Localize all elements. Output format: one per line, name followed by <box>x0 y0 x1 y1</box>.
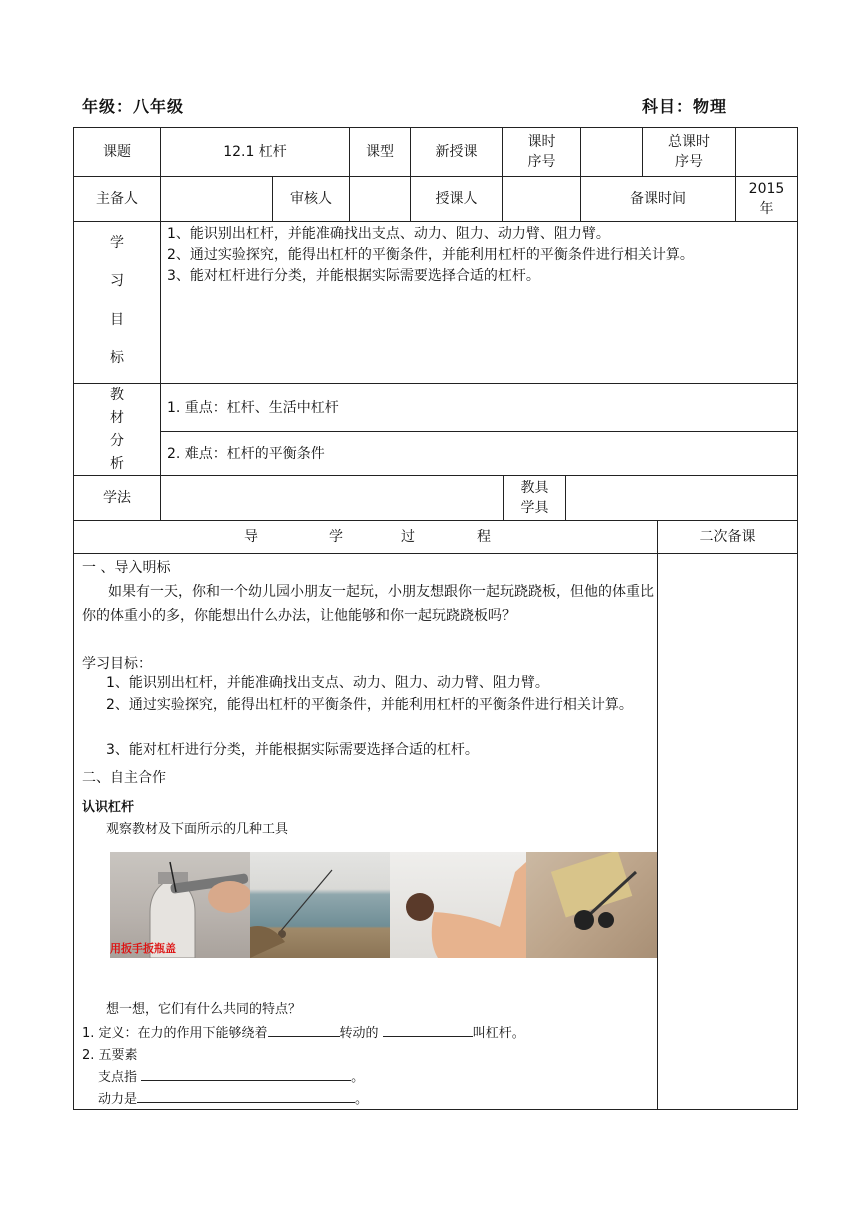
five-elements-heading: 2. 五要素 <box>82 1048 138 1063</box>
goals-label-1: 学 <box>110 235 124 252</box>
fulcrum-label: 支点指 <box>98 1070 138 1085</box>
definition-blank-1[interactable] <box>268 1022 340 1037</box>
goals-label-4: 标 <box>110 349 124 366</box>
fishing-photo <box>250 852 390 958</box>
process-title <box>74 521 657 553</box>
effort-line <box>98 1088 670 1112</box>
analysis-label-3: 分 <box>110 432 124 449</box>
topic-value: 12.1 杠杆 <box>223 144 287 160</box>
process-char: 程 <box>477 529 491 545</box>
section-intro-heading: 一 、导入明标 <box>82 560 171 576</box>
analysis-label <box>74 384 160 475</box>
fulcrum-line <box>98 1066 670 1090</box>
total-period-label <box>643 128 735 176</box>
total-period-value <box>736 128 797 176</box>
subject-label: 科目：物理 <box>642 97 728 116</box>
year-unit: 年 <box>759 201 774 217</box>
tools-label-line1: 教具 <box>520 480 549 496</box>
process-char: 学 <box>329 529 343 545</box>
analysis-label-4: 析 <box>110 455 124 472</box>
hand-truck-photo <box>526 852 657 958</box>
forearm-ball-icon <box>390 852 526 958</box>
date-label: 备课时间 <box>630 191 686 207</box>
period-label <box>503 128 580 176</box>
think-question: 想一想，它们有什么共同的特点？ <box>106 1002 302 1017</box>
definition-text-b: 转动的 <box>339 1026 379 1041</box>
goals-label <box>74 222 160 383</box>
fishing-rod-icon <box>250 852 390 958</box>
year-value <box>736 177 797 221</box>
review-value <box>350 177 410 221</box>
definition-line <box>82 1022 654 1046</box>
effort-label: 动力是 <box>98 1092 138 1107</box>
content-goal-2: 2、通过实验探究，能得出杠杆的平衡条件，并能利用杠杆的平衡条件进行相关计算。 <box>106 697 633 713</box>
lever-subheading: 认识杠杆 <box>82 800 135 815</box>
fulcrum-period: 。 <box>351 1070 365 1085</box>
definition-text-c: 叫杠杆。 <box>472 1026 525 1041</box>
review-label: 审核人 <box>290 191 332 207</box>
method-label: 学法 <box>103 490 131 506</box>
grade-label: 年级：八年级 <box>82 97 185 116</box>
topic-label: 课题 <box>103 144 131 160</box>
tools-label <box>504 476 565 520</box>
tools-label-line2: 学具 <box>520 500 549 516</box>
method-value <box>161 476 503 520</box>
definition-blank-2[interactable] <box>383 1022 473 1037</box>
tools-value <box>566 476 797 520</box>
fulcrum-blank[interactable] <box>141 1066 351 1081</box>
second-prep-label: 二次备课 <box>699 529 756 545</box>
goals-list <box>167 224 793 287</box>
bottle-opener-photo <box>110 852 250 958</box>
analysis-label-1: 教 <box>110 387 124 404</box>
key-point: 1. 重点：杠杆、生活中杠杆 <box>167 399 339 416</box>
content-goal-1: 1、能识别出杠杆，并能准确找出支点、动力、阻力、动力臂、阻力臂。 <box>106 675 549 691</box>
goals-label-3: 目 <box>110 311 124 328</box>
observe-text: 观察教材及下面所示的几种工具 <box>106 822 289 837</box>
process-char: 过 <box>401 529 415 545</box>
period-label-line2: 序号 <box>527 154 556 170</box>
teacher-label: 授课人 <box>435 191 478 207</box>
arm-ball-photo <box>390 852 526 958</box>
analysis-label-2: 材 <box>110 410 124 427</box>
period-value <box>581 128 642 176</box>
type-label: 课型 <box>366 144 394 160</box>
total-label-line1: 总课时 <box>668 134 710 150</box>
teacher-value <box>503 177 580 221</box>
type-value: 新授课 <box>435 144 478 160</box>
prep-label: 主备人 <box>96 191 138 207</box>
goal-item: 2、通过实验探究，能得出杠杆的平衡条件，并能利用杠杆的平衡条件进行相关计算。 <box>167 247 694 263</box>
goals-heading: 学习目标： <box>82 656 152 672</box>
prep-value <box>161 177 272 221</box>
section-cooperation-heading: 二、自主合作 <box>82 770 166 786</box>
year-number: 2015 <box>748 181 785 197</box>
effort-period: 。 <box>355 1092 369 1107</box>
process-char: 导 <box>244 529 258 545</box>
content-goal-3: 3、能对杠杆进行分类，并能根据实际需要选择合适的杠杆。 <box>106 742 479 758</box>
difficult-point: 2. 难点：杠杆的平衡条件 <box>167 445 325 462</box>
period-label-line1: 课时 <box>527 134 556 150</box>
goal-item: 3、能对杠杆进行分类，并能根据实际需要选择合适的杠杆。 <box>167 268 540 284</box>
hand-truck-icon <box>526 852 657 958</box>
effort-blank[interactable] <box>137 1088 355 1103</box>
total-label-line2: 序号 <box>675 154 703 170</box>
definition-text-a: 1. 定义：在力的作用下能够绕着 <box>82 1026 268 1041</box>
goals-label-2: 习 <box>110 273 124 290</box>
photo-caption: 用扳手扳瓶盖 <box>110 942 176 955</box>
intro-paragraph: 如果有一天，你和一个幼儿园小朋友一起玩，小朋友想跟你一起玩跷跷板，但他的体重比你的体重小的多，你能想出什么办法，让他能够和你一起玩跷跷板吗？ <box>82 584 654 624</box>
goal-item: 1、能识别出杠杆，并能准确找出支点、动力、阻力、动力臂、阻力臂。 <box>167 226 610 242</box>
